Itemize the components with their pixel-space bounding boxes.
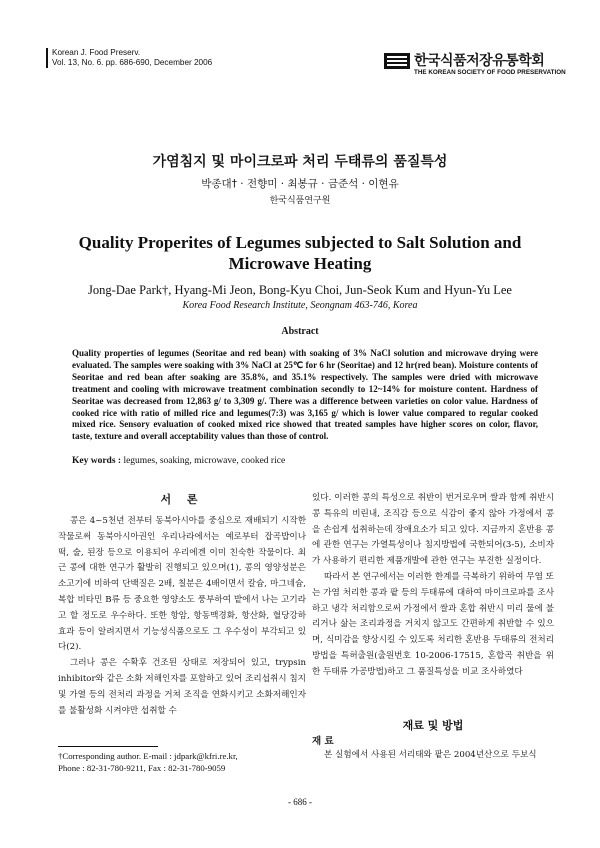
authors-en: Jong-Dae Park†, Hyang-Mi Jeon, Bong-Kyu Choi, Jun-Seok Kum and Hyun-Yu Lee: [88, 283, 512, 297]
society-emblem-icon: [384, 53, 410, 69]
intro-paragraph: 콩은 4~5천년 전부터 동북아시아를 중심으로 재배되기 시작한 작물로써 동북아시아권인 우리나라에서는 예로부터 잡곡밥이나 떡, 술, 된장 등으로 이용되어 우리에겐 이미 친숙한 작물이다. 최근 콩에 대한 연구가 활발히 진행되고 있으며(1), 콩의 영양성분은 소고기에 비하여 단백질은 2배, 칠분은 4배이면서 칼슘, 마그네슘, 복합 비타민 B류 등 중요한 영양소도 풍부하여 밭에서 나는 고기라고 할 정도로 우수하다. 또한 항암, 항동맥경화, 항산화, 혈당강하 효과 등이 알려지면서 기능성식품으로도 그 우수성이 부각되고 있다(2).: [58, 516, 306, 653]
keywords-label: Key words :: [72, 456, 122, 466]
abstract-body: Quality properties of legumes (Seoritae and red bean) with soaking of 3% NaCl solution and microwave drying were evaluated. The samples were soaking with 3% NaCl at 25℃ for 6 hr (Seoritae) and 12 hr(red bean). Moisture contents of Seoritae and red bean after soaking are 35.8%, and 35.1% respectively. The samples were dried with microwave treatment and cooling with microwave treatment combination secondly to 12~14% for moisture content. Hardness of Seoritae was decreased from 12,863 g/ to 3,309 g/. There was a difference between varieties on color value. Hardness of cooked rice with ratio of milled rice and legumes(7:3) was 3,165 g/ which is lower value compared to regular cooked mixed rice. Sensory evaluation of cooked mixed rice showed that treated samples have higher scores on color, flavor, taste, texture and overall acceptability values than those of control.: [72, 348, 538, 442]
section-heading-methods: 재료 및 방법: [402, 719, 464, 732]
journal-info: [46, 48, 212, 68]
footnote-line: †Corresponding author. E-mail : jdpark@kfri.re.kr,: [58, 751, 238, 761]
materials-paragraph: [312, 748, 554, 764]
subsection-heading-materials: 재 료: [312, 736, 334, 747]
footnote: [58, 750, 318, 774]
society-name-en: THE KOREAN SOCIETY OF FOOD PRESERVATION: [414, 69, 566, 76]
intro-right-column: [312, 491, 554, 681]
affiliation-en: Korea Food Research Institute, Seongnam 463-746, Korea: [182, 300, 418, 311]
footnote-line: Phone : 82-31-780-9211, Fax : 82-31-780-9059: [58, 763, 226, 773]
intro-paragraph: 그러나 콩은 수확후 건조된 상태로 저장되어 있고, trypsin inhibitor와 같은 소화 저해인자를 포함하고 있어 조리섭취시 침지 및 가열 등의 전처리 과정을 거쳐 조직을 연화시키고 소화저해인자를 불활성화 시켜야만 섭취할 수: [58, 658, 306, 716]
intro-left-column: [58, 514, 306, 719]
journal-volume: Vol. 13, No. 6. pp. 686-690, December 2006: [52, 58, 213, 67]
intro-paragraph: 따라서 본 연구에서는 이러한 한계를 극복하기 위하여 무염 또는 가염 처리한 콩과 팥 등의 두태류에 대하여 마이크로파를 조사하고 냉각 처리함으로써 가정에서 쌀과 혼합 취반시 미리 물에 불리거나 삶는 조리과정을 거치지 않고도 간편하게 취반할 수 있으며, 식미감을 향상시킬 수 있도록 처리한 혼반용 두태류의 전처리 방법을 특허출원(출원번호 10-2006-17515, 혼합곡 취반을 위한 두태류 가공방법)하고 그 품질특성을 비교 조사하였다: [312, 571, 554, 677]
authors-ko: 박종대† · 전향미 · 최봉규 · 금준석 · 이현유: [201, 178, 399, 190]
society-name-ko: 한국식품저장유통학회: [414, 53, 545, 69]
intro-paragraph: 있다. 이러한 콩의 특성으로 취반이 번거로우며 쌀과 함께 취반시 콩 특유의 비린내, 조직감 등으로 식감이 좋지 않아 가정에서 콩을 손쉽게 섭취하는데 장애요소가 되고 있다. 지금까지 혼반용 콩에 관한 연구는 가열특성이나 침지방법에 국한되어(3-5), 소비자가 사용하기 편리한 제품개발에 관한 연구는 부진한 실정이다.: [312, 493, 554, 567]
abstract-heading: Abstract: [281, 326, 319, 337]
materials-text: 본 실험에서 사용된 서리태와 팥은 2004년산으로 두보식: [324, 750, 537, 760]
keywords-list: legumes, soaking, microwave, cooked rice: [123, 456, 286, 466]
title-en: Quality Properites of Legumes subjected to Salt Solution and Microwave Heating: [78, 233, 522, 273]
footnote-divider: [58, 746, 158, 747]
section-heading-intro: 서 론: [160, 493, 204, 506]
affiliation-ko: 한국식품연구원: [269, 196, 331, 206]
journal-name: Korean J. Food Preserv.: [52, 48, 141, 57]
page-number: - 686 -: [288, 797, 312, 807]
keywords: [72, 456, 538, 466]
title-ko: 가염침지 및 마이크로파 처리 두태류의 품질특성: [152, 154, 448, 170]
society-logo: [384, 50, 566, 80]
